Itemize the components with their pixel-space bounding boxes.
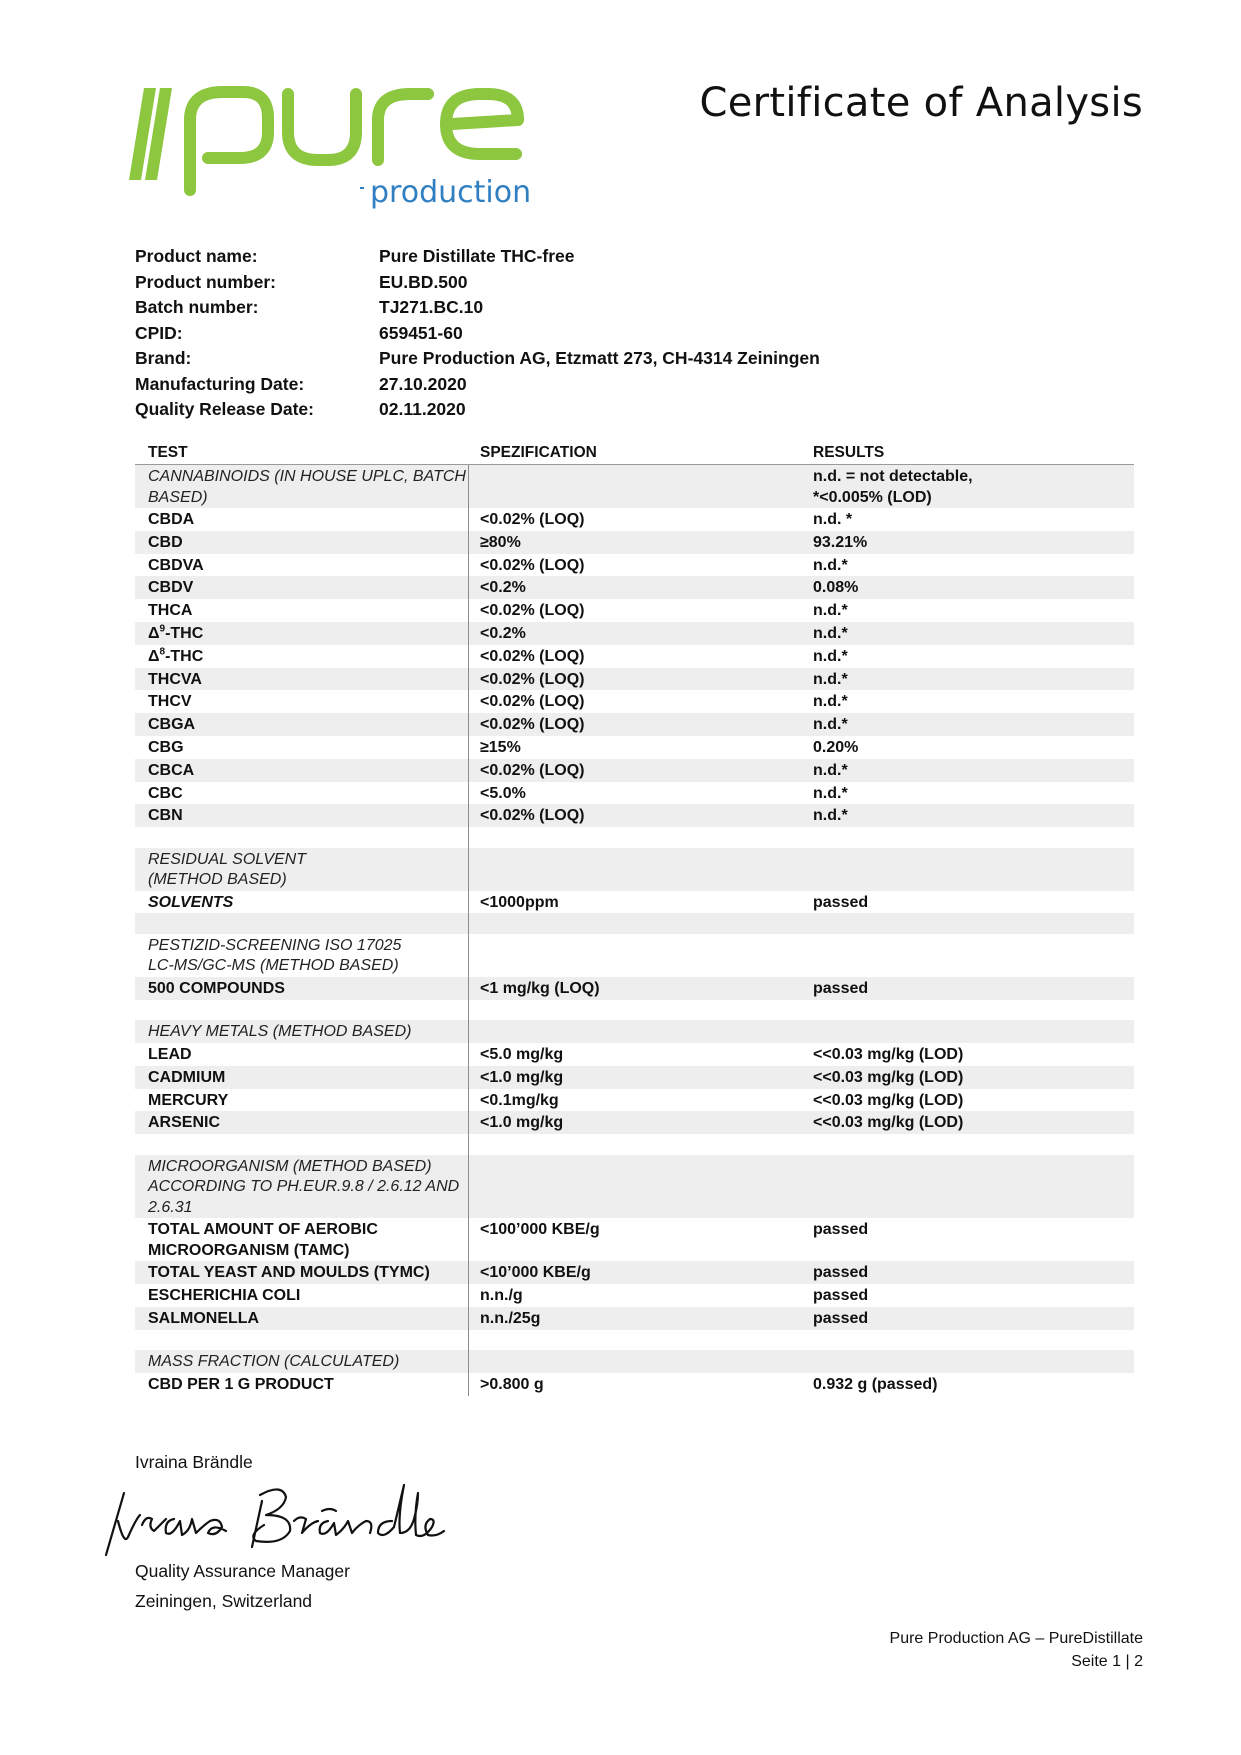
cell-specification: <5.0 mg/kg [480, 1046, 564, 1064]
cell-result: <<0.03 mg/kg (LOD) [813, 1091, 964, 1109]
cell-test: ESCHERICHIA COLI [135, 1284, 469, 1307]
category-row [135, 1350, 1134, 1373]
cell-specification [469, 1020, 802, 1043]
spacer-row [135, 1000, 1134, 1021]
cell-result: passed [813, 1309, 869, 1327]
info-value: EU.BD.500 [379, 271, 468, 292]
table-row [135, 1284, 1134, 1307]
cell-result: n.d.* [813, 716, 848, 734]
pure-production-logo [128, 80, 588, 230]
cell-test: MERCURY [135, 1089, 469, 1112]
header-results: RESULTS [813, 444, 885, 461]
cell-specification: <0.02% (LOQ) [480, 511, 585, 528]
category-row [135, 1020, 1134, 1043]
table-row [135, 531, 1134, 554]
signatory-name: Ivraina Brändle [135, 1452, 253, 1472]
category-row [135, 1155, 1134, 1219]
cell-test: SOLVENTS [135, 891, 469, 914]
table-row [135, 1066, 1134, 1089]
cell-result: n.d.* [813, 556, 848, 574]
cell-test: RESIDUAL SOLVENT (METHOD BASED) [135, 848, 469, 891]
analysis-table [135, 444, 1134, 1396]
cell-test: CBG [135, 736, 469, 759]
cell-result [802, 1000, 1134, 1021]
spacer-row [135, 1134, 1134, 1155]
cell-result: n.d.* [813, 761, 848, 779]
delta-superscript: 8 [159, 646, 166, 658]
cell-result: passed [813, 979, 869, 997]
cell-result [802, 1350, 1134, 1373]
cell-result [802, 913, 1134, 934]
cell-result: 93.21% [813, 533, 868, 551]
cell-test: LEAD [135, 1043, 469, 1066]
spacer-row [135, 827, 1134, 848]
product-info [135, 244, 820, 423]
table-row [135, 977, 1134, 1000]
delta-symbol: Δ [148, 647, 160, 665]
cell-specification [469, 465, 802, 508]
cell-specification: <1.0 mg/kg [480, 1114, 564, 1132]
cell-test: SALMONELLA [135, 1307, 469, 1330]
info-label: Manufacturing Date: [135, 373, 305, 394]
cell-result: passed [813, 1287, 869, 1305]
info-label: CPID: [135, 322, 183, 343]
info-row [135, 321, 820, 347]
cell-specification [469, 1330, 802, 1351]
category-row [135, 848, 1134, 891]
table-row [135, 690, 1134, 713]
table-row [135, 782, 1134, 805]
cell-specification: <0.02% (LOQ) [480, 647, 585, 665]
cell-result: 0.20% [813, 738, 859, 756]
info-label: Product name: [135, 246, 258, 267]
category-row [135, 934, 1134, 977]
cell-specification [469, 934, 802, 977]
info-row [135, 346, 820, 372]
info-value: 02.11.2020 [379, 399, 466, 420]
footer-page-number: Seite 1 | 2 [1071, 1653, 1143, 1670]
cell-specification [469, 1350, 802, 1373]
info-label: Brand: [135, 348, 192, 369]
cell-specification: <0.02% (LOQ) [480, 602, 585, 620]
cell-specification: <0.02% (LOQ) [480, 670, 585, 688]
cell-specification [469, 827, 802, 848]
table-row [135, 1261, 1134, 1284]
cell-specification: n.n./25g [480, 1309, 541, 1327]
table-row [135, 622, 1134, 645]
cell-test: TOTAL YEAST AND MOULDS (TYMC) [135, 1261, 469, 1284]
cell-test: CBC [135, 782, 469, 805]
cell-test [135, 827, 469, 848]
cell-specification: <1 mg/kg (LOQ) [480, 979, 600, 997]
logo-subtext: production [370, 175, 532, 210]
table-row [135, 1218, 1134, 1261]
cell-result [802, 1155, 1134, 1219]
table-row [135, 1307, 1134, 1330]
table-row [135, 1111, 1134, 1134]
table-row [135, 508, 1134, 531]
cell-result [802, 827, 1134, 848]
test-name: -THC [165, 624, 204, 642]
cell-test: CBN [135, 804, 469, 827]
table-row [135, 736, 1134, 759]
cell-test [135, 913, 469, 934]
signatory-location: Zeiningen, Switzerland [135, 1591, 313, 1611]
footer-company: Pure Production AG – PureDistillate [889, 1630, 1143, 1647]
cell-test: THCV [135, 690, 469, 713]
cell-result [802, 1330, 1134, 1351]
signatory-details [135, 1556, 350, 1616]
cell-test: THCVA [135, 668, 469, 691]
cell-specification: <0.02% (LOQ) [480, 556, 585, 574]
cell-result: <<0.03 mg/kg (LOD) [813, 1068, 964, 1086]
cell-specification: <1.0 mg/kg [480, 1068, 564, 1086]
cell-test: CBDVA [135, 554, 469, 577]
cell-specification: <0.02% (LOQ) [480, 693, 585, 711]
table-header [135, 444, 1134, 465]
cell-result: <<0.03 mg/kg (LOD) [813, 1114, 964, 1132]
cell-specification: <10’000 KBE/g [480, 1264, 591, 1282]
cell-specification [469, 848, 802, 891]
cell-result: passed [813, 1264, 869, 1282]
cell-result: 0.08% [813, 579, 859, 597]
cell-result: n.d.* [813, 693, 848, 711]
cell-test: PESTIZID-SCREENING ISO 17025 LC-MS/GC-MS (METHOD BASED) [135, 934, 469, 977]
table-row [135, 1043, 1134, 1066]
info-row [135, 372, 820, 398]
table-row [135, 713, 1134, 736]
info-row [135, 397, 820, 423]
cell-result: n.d.* [813, 624, 848, 642]
cell-result [802, 848, 1134, 891]
cell-specification: <0.02% (LOQ) [480, 807, 585, 825]
cell-specification: <0.1mg/kg [480, 1091, 559, 1109]
cell-result: n.d.* [813, 807, 848, 825]
spacer-row [135, 913, 1134, 934]
table-row [135, 645, 1134, 668]
cell-result: passed [813, 1221, 869, 1239]
cell-specification: <0.2% [480, 579, 526, 597]
table-body [135, 465, 1134, 1396]
cell-specification [469, 913, 802, 934]
document-title: Certificate of Analysis [699, 80, 1143, 126]
table-row [135, 599, 1134, 622]
cell-test [135, 1000, 469, 1021]
cell-specification: n.n./g [480, 1287, 523, 1305]
cell-test [135, 1134, 469, 1155]
cell-specification: <0.2% [480, 624, 526, 642]
info-row [135, 270, 820, 296]
cell-specification: <100’000 KBE/g [480, 1221, 600, 1239]
cell-test: CBD [135, 531, 469, 554]
info-row [135, 295, 820, 321]
info-value: 27.10.2020 [379, 373, 467, 394]
cell-specification: <0.02% (LOQ) [480, 761, 585, 779]
cell-test: CBD PER 1 G PRODUCT [135, 1373, 469, 1396]
cell-result: n.d.* [813, 670, 848, 688]
cell-test: CANNABINOIDS (IN HOUSE UPLC, BATCH BASED) [135, 465, 469, 508]
info-label: Quality Release Date: [135, 399, 314, 420]
info-value: Pure Distillate THC-free [379, 246, 575, 267]
cell-result: n.d. * [813, 511, 853, 528]
cell-specification: ≥80% [480, 533, 521, 551]
spacer-row [135, 1330, 1134, 1351]
cell-result: passed [813, 893, 869, 911]
table-row [135, 1373, 1134, 1396]
cell-test: MASS FRACTION (CALCULATED) [135, 1350, 469, 1373]
cell-test [135, 622, 469, 645]
table-row [135, 891, 1134, 914]
cell-result [802, 1020, 1134, 1043]
cell-result: 0.932 g (passed) [813, 1375, 938, 1393]
cell-result: n.d. = not detectable, *<0.005% (LOD) [813, 468, 973, 506]
info-value: 659451-60 [379, 322, 463, 343]
cell-specification: <1000ppm [480, 893, 559, 911]
test-name: -THC [165, 647, 204, 665]
cell-specification [469, 1155, 802, 1219]
cell-specification: <0.02% (LOQ) [480, 716, 585, 734]
table-row [135, 576, 1134, 599]
info-value: Pure Production AG, Etzmatt 273, CH-4314 Zeiningen [379, 348, 820, 369]
cell-test: THCA [135, 599, 469, 622]
cell-test: CBCA [135, 759, 469, 782]
page-footer [890, 1627, 1143, 1673]
info-value: TJ271.BC.10 [379, 297, 484, 318]
signatory-role: Quality Assurance Manager [135, 1561, 350, 1581]
table-row [135, 759, 1134, 782]
cell-test: ARSENIC [135, 1111, 469, 1134]
cell-specification: ≥15% [480, 738, 521, 756]
cell-test: MICROORGANISM (METHOD BASED) ACCORDING TO PH.EUR.9.8 / 2.6.12 AND 2.6.31 [135, 1155, 469, 1219]
info-row [135, 244, 820, 270]
cell-result: n.d.* [813, 602, 848, 620]
cell-test [135, 1330, 469, 1351]
cell-test: HEAVY METALS (METHOD BASED) [135, 1020, 469, 1043]
cell-test: TOTAL AMOUNT OF AEROBIC MICROORGANISM (TAMC) [135, 1218, 469, 1261]
cell-specification: <5.0% [480, 784, 526, 802]
header-specification: SPEZIFICATION [480, 444, 597, 461]
cell-result [802, 934, 1134, 977]
delta-symbol: Δ [148, 624, 160, 642]
cell-test: CBGA [135, 713, 469, 736]
info-label: Batch number: [135, 297, 259, 318]
cell-specification [469, 1000, 802, 1021]
info-label: Product number: [135, 271, 276, 292]
cell-test: CADMIUM [135, 1066, 469, 1089]
cell-test: CBDA [135, 508, 469, 531]
delta-superscript: 9 [159, 623, 166, 635]
handwritten-signature [96, 1475, 446, 1565]
cell-result: <<0.03 mg/kg (LOD) [813, 1046, 964, 1064]
cell-specification [469, 1134, 802, 1155]
cell-result: n.d.* [813, 647, 848, 665]
cell-test [135, 645, 469, 668]
cell-test: CBDV [135, 576, 469, 599]
table-row [135, 668, 1134, 691]
table-row [135, 804, 1134, 827]
table-row [135, 554, 1134, 577]
cell-result [802, 1134, 1134, 1155]
cell-specification: >0.800 g [480, 1375, 544, 1393]
category-row [135, 465, 1134, 508]
cell-result: n.d.* [813, 784, 848, 802]
cell-test: 500 COMPOUNDS [135, 977, 469, 1000]
header-test: TEST [148, 444, 188, 461]
table-row [135, 1089, 1134, 1112]
